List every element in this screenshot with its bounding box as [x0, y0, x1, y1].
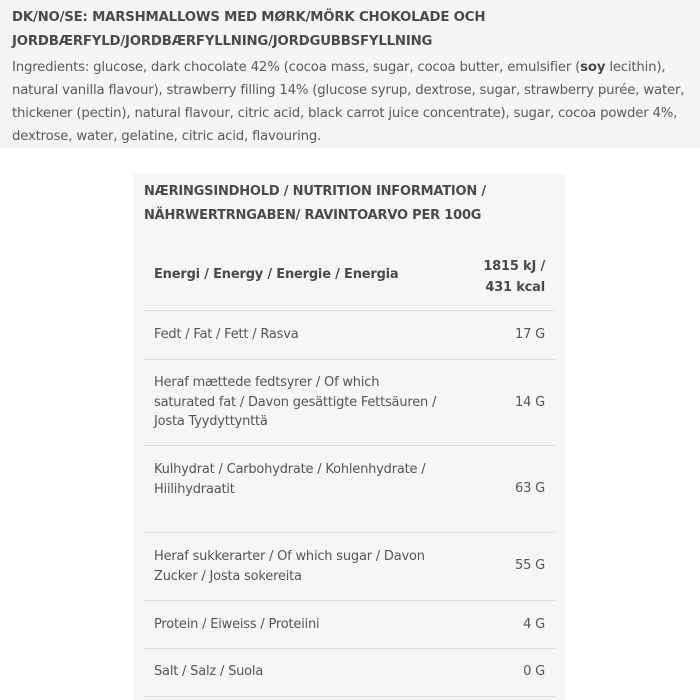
product-title [12, 6, 692, 54]
energy-kcal: 431 kcal [485, 280, 545, 295]
ingredients-part-1: Ingredients: glucose, dark chocolate 42% (cocoa mass, sugar, cocoa butter, emulsifier ( [12, 60, 581, 75]
nutrient-value [465, 256, 545, 298]
nutrient-label: Fedt / Fat / Fett / Rasva [154, 327, 299, 342]
nutrition-row-protein [143, 601, 555, 649]
nutrient-label: Energi / Energy / Energie / Energia [154, 267, 399, 282]
nutrient-label: Protein / Eiweiss / Proteiini [154, 617, 320, 632]
nutrient-label-line: Hiilihydraatit [154, 481, 235, 497]
nutrition-table [143, 248, 555, 697]
nutrient-value: 63 G [515, 481, 545, 496]
product-title-line-1: DK/NO/SE: MARSHMALLOWS MED MØRK/MÖRK CHOKOLADE OCH [12, 10, 486, 25]
nutrition-row-energy [143, 248, 555, 311]
nutrient-label-line: Zucker / Josta sokereita [154, 568, 302, 584]
nutrition-panel [133, 174, 566, 700]
nutrient-value: 14 G [515, 395, 545, 410]
product-title-line-2: JORDBÆRFYLD/JORDBÆRFYLLNING/JORDGUBBSFYLLNING [12, 34, 433, 49]
nutrition-row-saturated-fat [143, 360, 555, 446]
product-info-band [0, 0, 700, 148]
nutrient-label [154, 547, 474, 586]
allergen-soy: soy [580, 60, 606, 75]
nutrient-value: 0 G [523, 664, 545, 679]
nutrient-label-line: Heraf sukkerarter / Of which sugar / Davon [154, 549, 425, 564]
nutrition-row-fat [143, 311, 555, 360]
nutrient-label-line: Heraf mættede fedtsyrer / Of which [154, 375, 380, 390]
nutrient-value: 17 G [515, 327, 545, 342]
nutrient-label-line: Josta Tyydyttynttä [154, 414, 268, 429]
nutrition-row-carbohydrate [143, 446, 555, 533]
energy-kj: 1815 kJ / [483, 259, 545, 274]
nutrient-label: Salt / Salz / Suola [154, 664, 264, 679]
nutrient-label [154, 460, 474, 499]
nutrient-label-line: Kulhydrat / Carbohydrate / Kohlenhydrate / [154, 462, 426, 477]
nutrition-heading-line-2: NÄHRWERTRNGABEN/ RAVINTOARVO PER 100G [144, 208, 482, 223]
nutrient-label-line: saturated fat / Davon gesättigte Fettsäuren / [154, 394, 437, 410]
nutrition-heading-line-1: NÆRINGSINDHOLD / NUTRITION INFORMATION / [144, 184, 486, 199]
nutrient-value: 55 G [515, 558, 545, 573]
ingredients-text [12, 56, 696, 148]
nutrient-value: 4 G [523, 617, 545, 632]
nutrient-label [154, 373, 474, 432]
ingredients-part-2: lecithin), natural vanilla flavour), strawberry filling 14% (glucose syrup, dextrose, sugar, strawberry purée, water, thickener (pectin), natural flavour, citric acid, black carrot juice concentrate), sugar, cocoa powder 4%, dextrose, water, gelatine, citric acid, flavouring. [12, 60, 685, 144]
nutrition-row-sugar [143, 533, 555, 601]
nutrition-heading [144, 180, 554, 228]
nutrition-row-salt [143, 649, 555, 697]
